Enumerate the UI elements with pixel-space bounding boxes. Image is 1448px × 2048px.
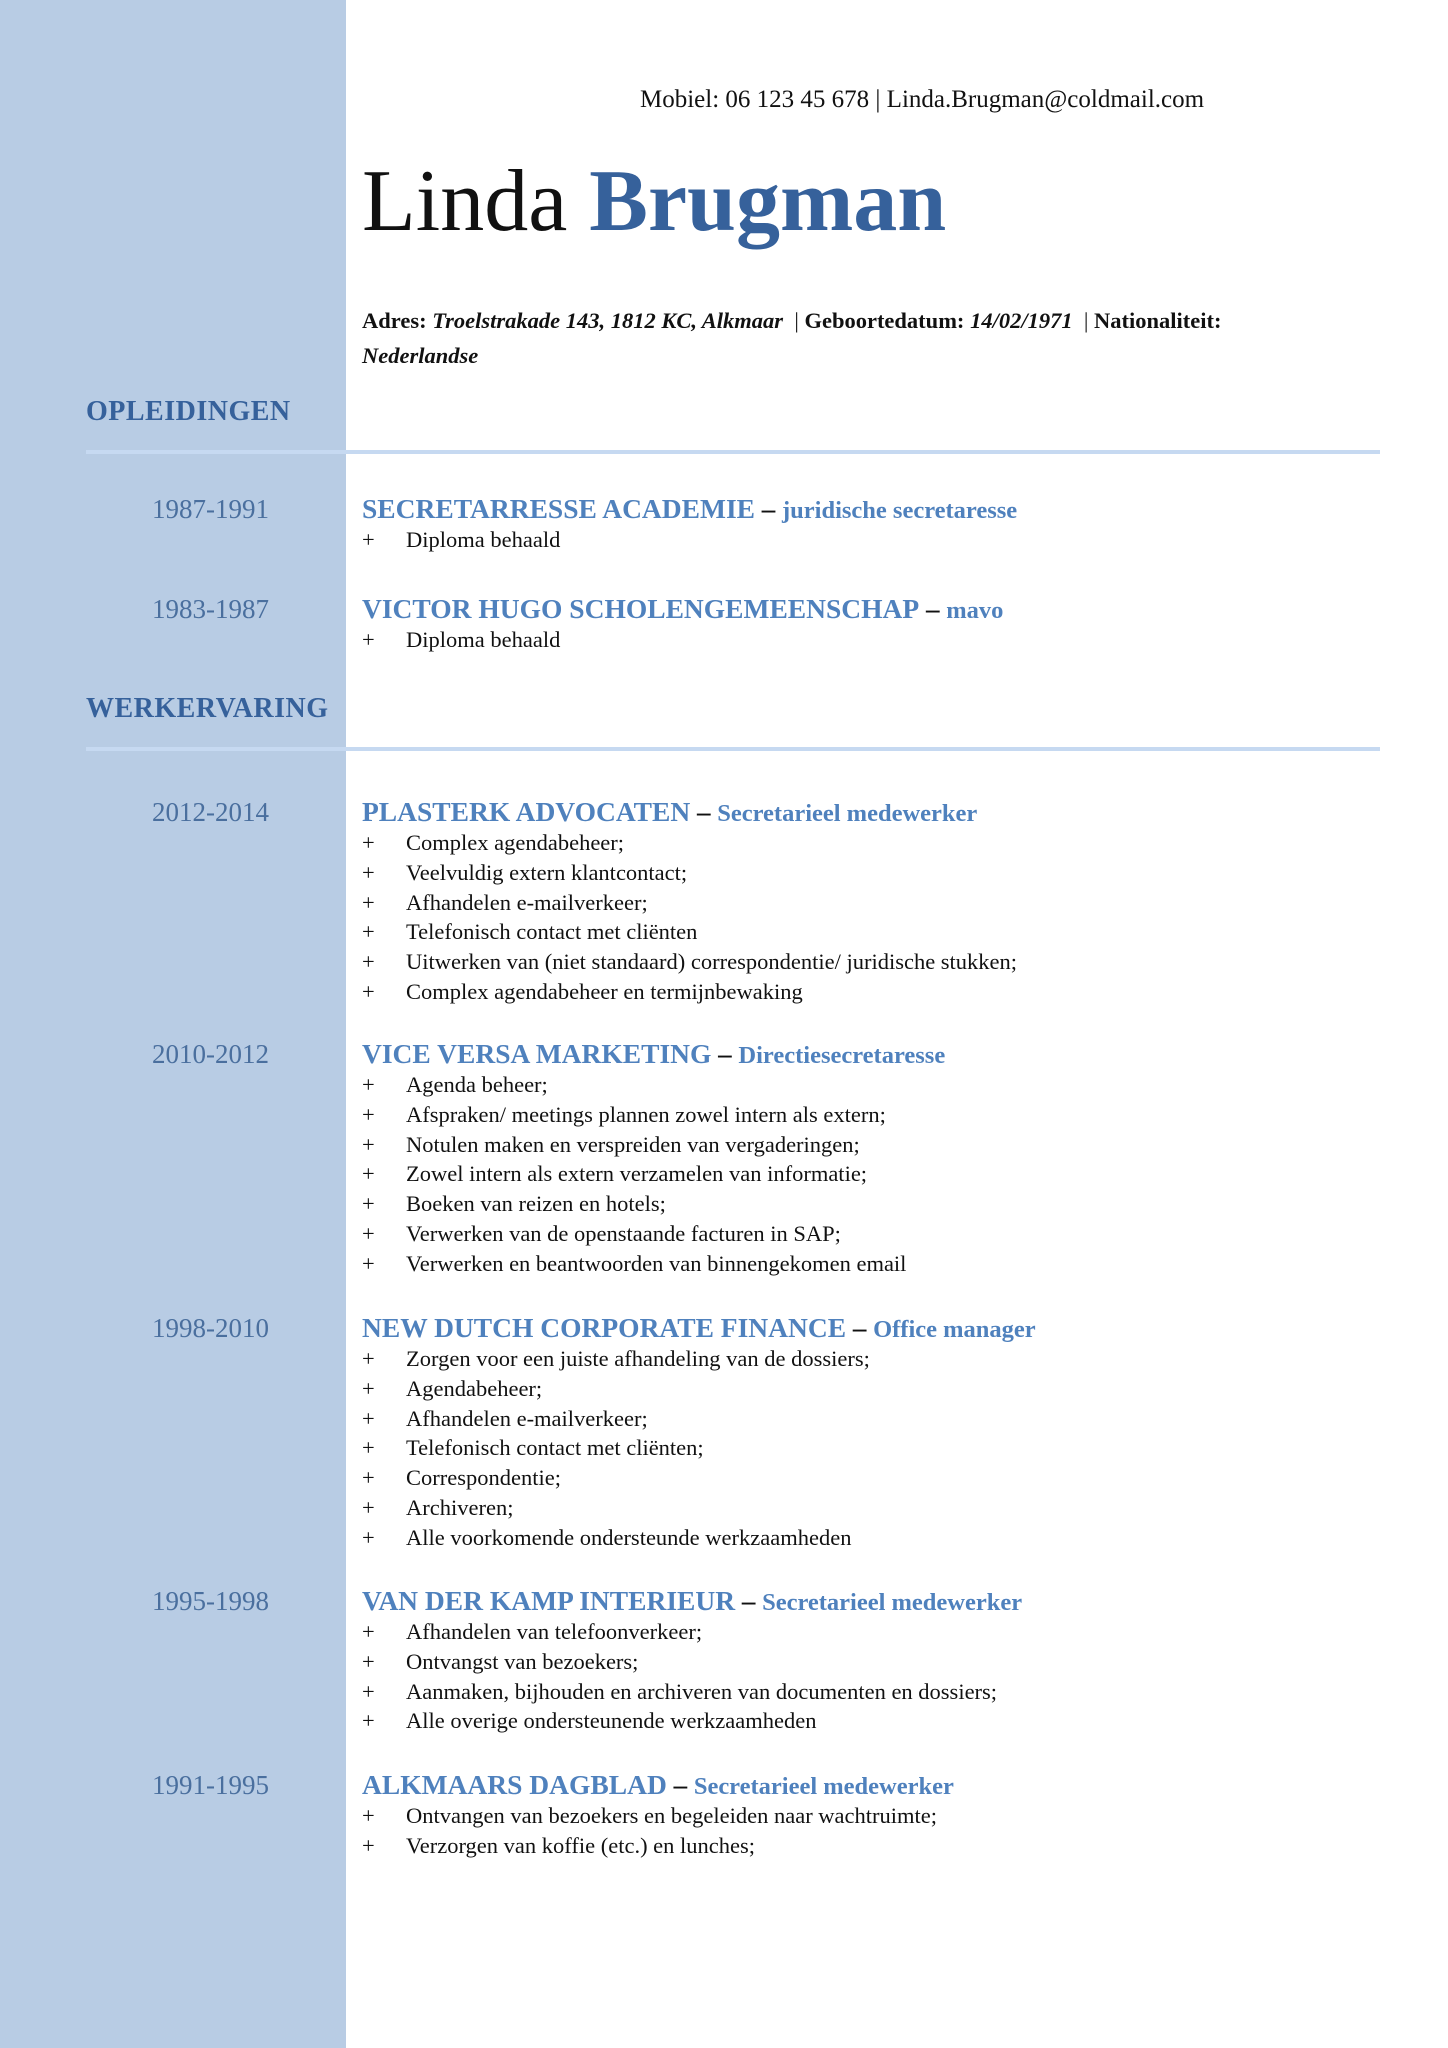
entry-period: 1983-1987 [152, 594, 269, 624]
bullet-item [362, 1070, 906, 1100]
entry-role: Directiesecretaresse [738, 1042, 946, 1069]
plus-icon: + [362, 527, 375, 552]
bullet-item [362, 977, 1017, 1007]
entry-role: Secretarieel medewerker [762, 1589, 1023, 1616]
bullet-item [362, 525, 560, 555]
bullet-item [362, 1159, 906, 1189]
bullet-text: Verzorgen van koffie (etc.) en lunches; [406, 1832, 756, 1858]
entry-separator: – [919, 594, 947, 624]
plus-icon: + [362, 1191, 375, 1217]
bullet-text: Correspondentie; [406, 1465, 561, 1491]
plus-icon: + [362, 1435, 375, 1461]
bullet-text: Alle voorkomende ondersteunde werkzaamheden [406, 1524, 852, 1550]
bullet-item [362, 625, 560, 655]
bullet-text: Afspraken/ meetings plannen zowel intern als extern; [406, 1101, 886, 1127]
sidebar-band [0, 0, 346, 2048]
entry-bullet-list [362, 1617, 997, 1736]
bullet-item [362, 1617, 997, 1647]
entry-organization: VICE VERSA MARKETING [362, 1038, 712, 1069]
first-name: Linda [362, 153, 568, 250]
entry-organization: PLASTERK ADVOCATEN [362, 796, 691, 827]
entry-bullet-list [362, 1801, 937, 1861]
bullet-item [362, 1130, 906, 1160]
bullet-item [362, 1249, 906, 1279]
entry-period: 2010-2012 [152, 1039, 269, 1069]
entry-organization: ALKMAARS DAGBLAD [362, 1769, 667, 1800]
bullet-text: Telefonisch contact met cliënten; [406, 1435, 704, 1461]
nationality-value: Nederlandse [362, 343, 479, 368]
entry-role: Office manager [873, 1316, 1036, 1343]
entry-bullet-list [362, 625, 560, 655]
bullet-item [362, 1706, 997, 1736]
birthdate-label: Geboortedatum: [804, 308, 965, 333]
address-value: Troelstrakade 143, 1812 KC, Alkmaar [432, 308, 784, 333]
bullet-item [362, 1801, 937, 1831]
bullet-text: Complex agendabeheer en termijnbewaking [406, 978, 803, 1004]
entry-period: 2012-2014 [152, 797, 269, 827]
entry-organization: SECRETARRESSE ACADEMIE [362, 493, 755, 524]
bullet-item [362, 1433, 870, 1463]
bullet-item [362, 917, 1017, 947]
plus-icon: + [362, 889, 375, 915]
plus-icon: + [362, 1708, 375, 1734]
plus-icon: + [362, 978, 375, 1004]
bullet-item [362, 1647, 997, 1677]
plus-icon: + [362, 1220, 375, 1246]
bullet-text: Zowel intern als extern verzamelen van informatie; [406, 1161, 868, 1187]
plus-icon: + [362, 1101, 375, 1127]
entry-organization: VICTOR HUGO SCHOLENGEMEENSCHAP [362, 593, 920, 624]
bullet-text: Ontvangen van bezoekers en begeleiden naar wachtruimte; [406, 1803, 938, 1828]
bullet-item [362, 1344, 870, 1374]
entry-separator: – [735, 1586, 763, 1616]
entry-separator: – [846, 1313, 874, 1343]
entry-bullet-list [362, 525, 560, 555]
plus-icon: + [362, 1648, 375, 1674]
section-divider-education [86, 450, 1380, 454]
entry-role: juridische secretaresse [782, 497, 1018, 524]
entry-period: 1991-1995 [152, 1770, 269, 1800]
plus-icon: + [362, 1832, 375, 1858]
bullet-item [362, 1523, 870, 1553]
bullet-text: Diploma behaald [406, 527, 561, 552]
section-title-education: OPLEIDINGEN [86, 396, 291, 427]
entry-organization: VAN DER KAMP INTERIEUR [362, 1585, 736, 1616]
bullet-item [362, 1463, 870, 1493]
plus-icon: + [362, 1803, 375, 1828]
entry-bullet-list [362, 1344, 870, 1553]
bullet-text: Diploma behaald [406, 627, 561, 652]
bullet-text: Zorgen voor een juiste afhandeling van de dossiers; [406, 1346, 870, 1371]
bullet-item [362, 1189, 906, 1219]
section-divider-experience [86, 747, 1380, 751]
plus-icon: + [362, 919, 375, 945]
last-name: Brugman [589, 153, 947, 250]
bullet-text: Ontvangst van bezoekers; [406, 1648, 639, 1674]
bullet-text: Afhandelen van telefoonverkeer; [406, 1619, 703, 1644]
bullet-text: Aanmaken, bijhouden en archiveren van documenten en dossiers; [406, 1678, 998, 1704]
bullet-text: Verwerken en beantwoorden van binnengekomen email [406, 1250, 907, 1276]
plus-icon: + [362, 1405, 375, 1431]
bullet-text: Veelvuldig extern klantcontact; [406, 859, 688, 885]
address-label: Adres: [362, 308, 427, 333]
entry-role: Secretarieel medewerker [693, 1773, 954, 1800]
bullet-item [362, 1374, 870, 1404]
bullet-item [362, 858, 1017, 888]
bullet-text: Notulen maken en verspreiden van vergaderingen; [406, 1131, 860, 1157]
bullet-text: Afhandelen e-mailverkeer; [406, 889, 648, 915]
bullet-text: Agendabeheer; [406, 1375, 543, 1401]
plus-icon: + [362, 1524, 375, 1550]
plus-icon: + [362, 1465, 375, 1491]
bullet-text: Verwerken van de openstaande facturen in SAP; [406, 1220, 841, 1246]
plus-icon: + [362, 1678, 375, 1704]
plus-icon: + [362, 1375, 375, 1401]
entry-role: mavo [946, 597, 1004, 624]
bullet-item [362, 888, 1017, 918]
candidate-name [362, 153, 947, 250]
entry-separator: – [690, 797, 718, 827]
bullet-item [362, 947, 1017, 977]
birthdate-value: 14/02/1971 [970, 308, 1073, 333]
plus-icon: + [362, 1619, 375, 1644]
personal-details: Adres: Troelstrakade 143, 1812 KC, Alkmaar | Geboortedatum: 14/02/1971 | Nationaliteit: Nederlandse [362, 308, 1222, 368]
plus-icon: + [362, 1131, 375, 1157]
plus-icon: + [362, 1072, 375, 1097]
plus-icon: + [362, 830, 375, 855]
bullet-item [362, 1831, 937, 1861]
plus-icon: + [362, 949, 375, 975]
contact-line: Mobiel: 06 123 45 678 | Linda.Brugman@coldmail.com [640, 86, 1205, 113]
bullet-text: Agenda beheer; [406, 1072, 548, 1097]
plus-icon: + [362, 1494, 375, 1520]
bullet-text: Telefonisch contact met cliënten [406, 919, 698, 945]
plus-icon: + [362, 859, 375, 885]
plus-icon: + [362, 1161, 375, 1187]
entry-separator: – [666, 1770, 694, 1800]
entry-bullet-list [362, 1070, 906, 1279]
bullet-text: Alle overige ondersteunende werkzaamheden [406, 1708, 817, 1734]
bullet-item [362, 828, 1017, 858]
bullet-text: Boeken van reizen en hotels; [406, 1191, 666, 1217]
entry-period: 1998-2010 [152, 1313, 269, 1343]
entry-organization: NEW DUTCH CORPORATE FINANCE [362, 1312, 847, 1343]
entry-period: 1987-1991 [152, 494, 269, 524]
bullet-text: Archiveren; [406, 1494, 514, 1520]
nationality-label: Nationaliteit: [1093, 308, 1222, 333]
entry-separator: – [711, 1039, 739, 1069]
bullet-item [362, 1677, 997, 1707]
plus-icon: + [362, 1250, 375, 1276]
entry-separator: – [755, 494, 782, 524]
entry-bullet-list [362, 828, 1017, 1007]
bullet-item [362, 1219, 906, 1249]
bullet-item [362, 1493, 870, 1523]
entry-role: Secretarieel medewerker [717, 800, 978, 827]
plus-icon: + [362, 1346, 375, 1371]
bullet-text: Uitwerken van (niet standaard) correspondentie/ juridische stukken; [406, 949, 1018, 975]
entry-period: 1995-1998 [152, 1586, 269, 1616]
bullet-text: Complex agendabeheer; [406, 830, 625, 855]
bullet-text: Afhandelen e-mailverkeer; [406, 1405, 648, 1431]
plus-icon: + [362, 627, 375, 652]
bullet-item [362, 1404, 870, 1434]
bullet-item [362, 1100, 906, 1130]
section-title-experience: WERKERVARING [86, 693, 329, 724]
